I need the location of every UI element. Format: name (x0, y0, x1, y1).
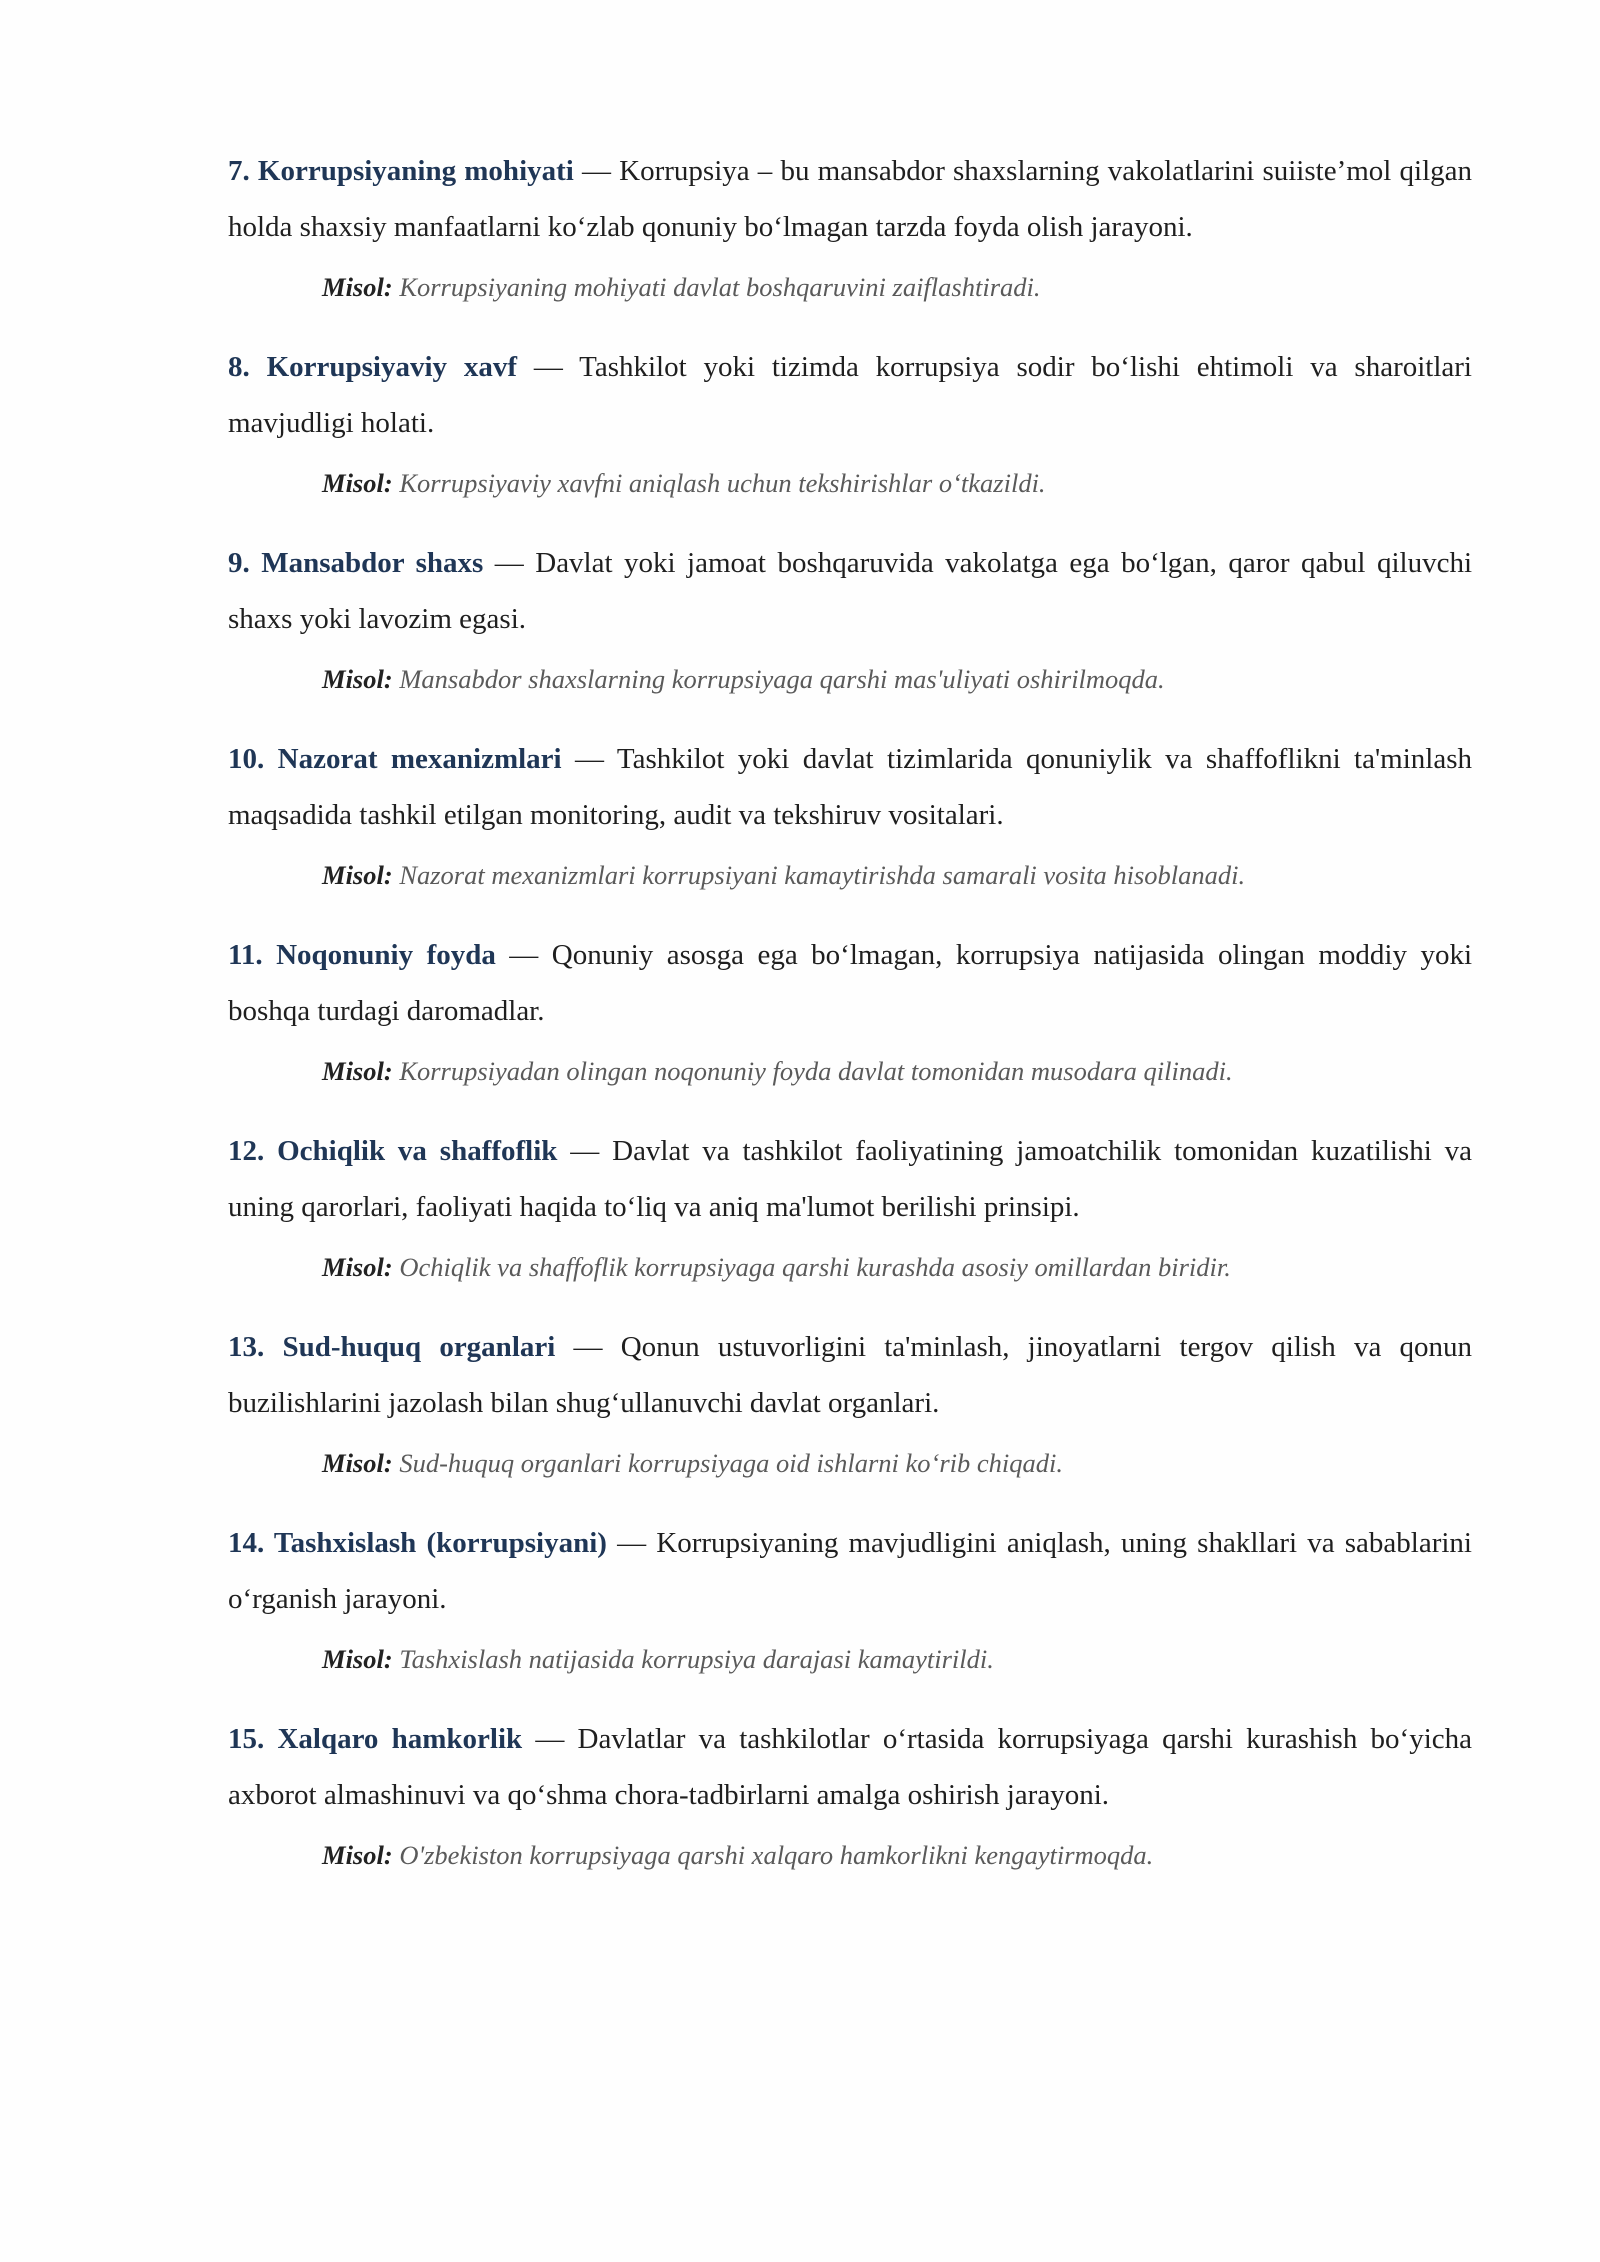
entry-definition (228, 535, 1472, 647)
example-label: Misol: (322, 1056, 393, 1086)
example-text: Nazorat mexanizmlari korrupsiyani kamaytirishda samarali vosita hisoblanadi. (392, 860, 1246, 890)
entry-example (322, 1441, 1472, 1485)
entry-text: — Davlat va tashkilot faoliyatining jamoatchilik tomonidan kuzatilishi va uning qarorlari, faoliyati haqida to‘liq va aniq ma'lumot berilishi prinsipi. (228, 1135, 1472, 1223)
entry-term: 12. Ochiqlik va shaffoflik (228, 1135, 558, 1167)
example-label: Misol: (322, 468, 393, 498)
example-label: Misol: (322, 1252, 393, 1282)
entry-text: — Korrupsiyaning mavjudligini aniqlash, uning shakllari va sabablarini o‘rganish jarayoni. (228, 1527, 1472, 1615)
entry-example (322, 1833, 1472, 1877)
entry-text: — Tashkilot yoki tizimda korrupsiya sodir bo‘lishi ehtimoli va sharoitlari mavjudligi holati. (228, 351, 1472, 439)
entry-example (322, 1637, 1472, 1681)
glossary-list (228, 143, 1472, 1877)
example-text: Tashxislash natijasida korrupsiya darajasi kamaytirildi. (392, 1644, 994, 1674)
entry-definition (228, 1711, 1472, 1823)
entry-example (322, 461, 1472, 505)
example-text: Sud-huquq organlari korrupsiyaga oid ishlarni ko‘rib chiqadi. (392, 1448, 1064, 1478)
example-text: Korrupsiyaning mohiyati davlat boshqaruvini zaiflashtiradi. (392, 272, 1041, 302)
example-label: Misol: (322, 860, 393, 890)
entry-example (322, 657, 1472, 701)
example-label: Misol: (322, 1644, 393, 1674)
glossary-entry-8 (228, 339, 1472, 505)
example-label: Misol: (322, 1448, 393, 1478)
entry-definition (228, 339, 1472, 451)
entry-text: — Davlat yoki jamoat boshqaruvida vakolatga ega bo‘lgan, qaror qabul qiluvchi shaxs yoki lavozim egasi. (228, 547, 1473, 635)
entry-term: 13. Sud-huquq organlari (228, 1331, 556, 1363)
glossary-entry-14 (228, 1515, 1472, 1681)
entry-example (322, 1049, 1472, 1093)
glossary-entry-7 (228, 143, 1472, 309)
example-label: Misol: (322, 1840, 393, 1870)
entry-example (322, 265, 1472, 309)
entry-term: 7. Korrupsiyaning mohiyati (228, 155, 574, 187)
example-text: Korrupsiyadan olingan noqonuniy foyda davlat tomonidan musodara qilinadi. (392, 1056, 1233, 1086)
entry-example (322, 1245, 1472, 1289)
example-text: Korrupsiyaviy xavfni aniqlash uchun tekshirishlar o‘tkazildi. (392, 468, 1046, 498)
example-label: Misol: (322, 664, 393, 694)
entry-definition (228, 927, 1472, 1039)
entry-term: 9. Mansabdor shaxs (228, 547, 484, 579)
glossary-entry-12 (228, 1123, 1472, 1289)
entry-text: — Davlatlar va tashkilotlar o‘rtasida korrupsiyaga qarshi kurashish bo‘yicha axborot almashinuvi va qo‘shma chora-tadbirlarni amalga oshirish jarayoni. (228, 1723, 1472, 1811)
entry-term: 11. Noqonuniy foyda (228, 939, 496, 971)
example-text: O'zbekiston korrupsiyaga qarshi xalqaro hamkorlikni kengaytirmoqda. (392, 1840, 1154, 1870)
entry-definition (228, 1319, 1472, 1431)
entry-text: — Qonuniy asosga ega bo‘lmagan, korrupsiya natijasida olingan moddiy yoki boshqa turdagi daromadlar. (228, 939, 1473, 1027)
entry-text: — Qonun ustuvorligini ta'minlash, jinoyatlarni tergov qilish va qonun buzilishlarini jazolash bilan shug‘ullanuvchi davlat organlari. (228, 1331, 1473, 1419)
example-label: Misol: (322, 272, 393, 302)
entry-term: 15. Xalqaro hamkorlik (228, 1723, 523, 1755)
glossary-entry-10 (228, 731, 1472, 897)
entry-definition (228, 1123, 1472, 1235)
example-text: Ochiqlik va shaffoflik korrupsiyaga qarshi kurashda asosiy omillardan biridir. (392, 1252, 1231, 1282)
entry-definition (228, 143, 1472, 255)
glossary-entry-11 (228, 927, 1472, 1093)
entry-example (322, 853, 1472, 897)
entry-term: 14. Tashxislash (korrupsiyani) (228, 1527, 607, 1559)
glossary-entry-15 (228, 1711, 1472, 1877)
glossary-entry-13 (228, 1319, 1472, 1485)
glossary-entry-9 (228, 535, 1472, 701)
entry-text: — Tashkilot yoki davlat tizimlarida qonuniylik va shaffoflikni ta'minlash maqsadida tashkil etilgan monitoring, audit va tekshiruv vositalari. (228, 743, 1473, 831)
entry-text: — Korrupsiya – bu mansabdor shaxslarning vakolatlarini suiiste’mol qilgan holda shaxsiy manfaatlarni ko‘zlab qonuniy bo‘lmagan tarzda foyda olish jarayoni. (228, 155, 1472, 243)
example-text: Mansabdor shaxslarning korrupsiyaga qarshi mas'uliyati oshirilmoqda. (392, 664, 1165, 694)
entry-term: 8. Korrupsiyaviy xavf (228, 351, 518, 383)
entry-definition (228, 1515, 1472, 1627)
entry-definition (228, 731, 1472, 843)
entry-term: 10. Nazorat mexanizmlari (228, 743, 562, 775)
